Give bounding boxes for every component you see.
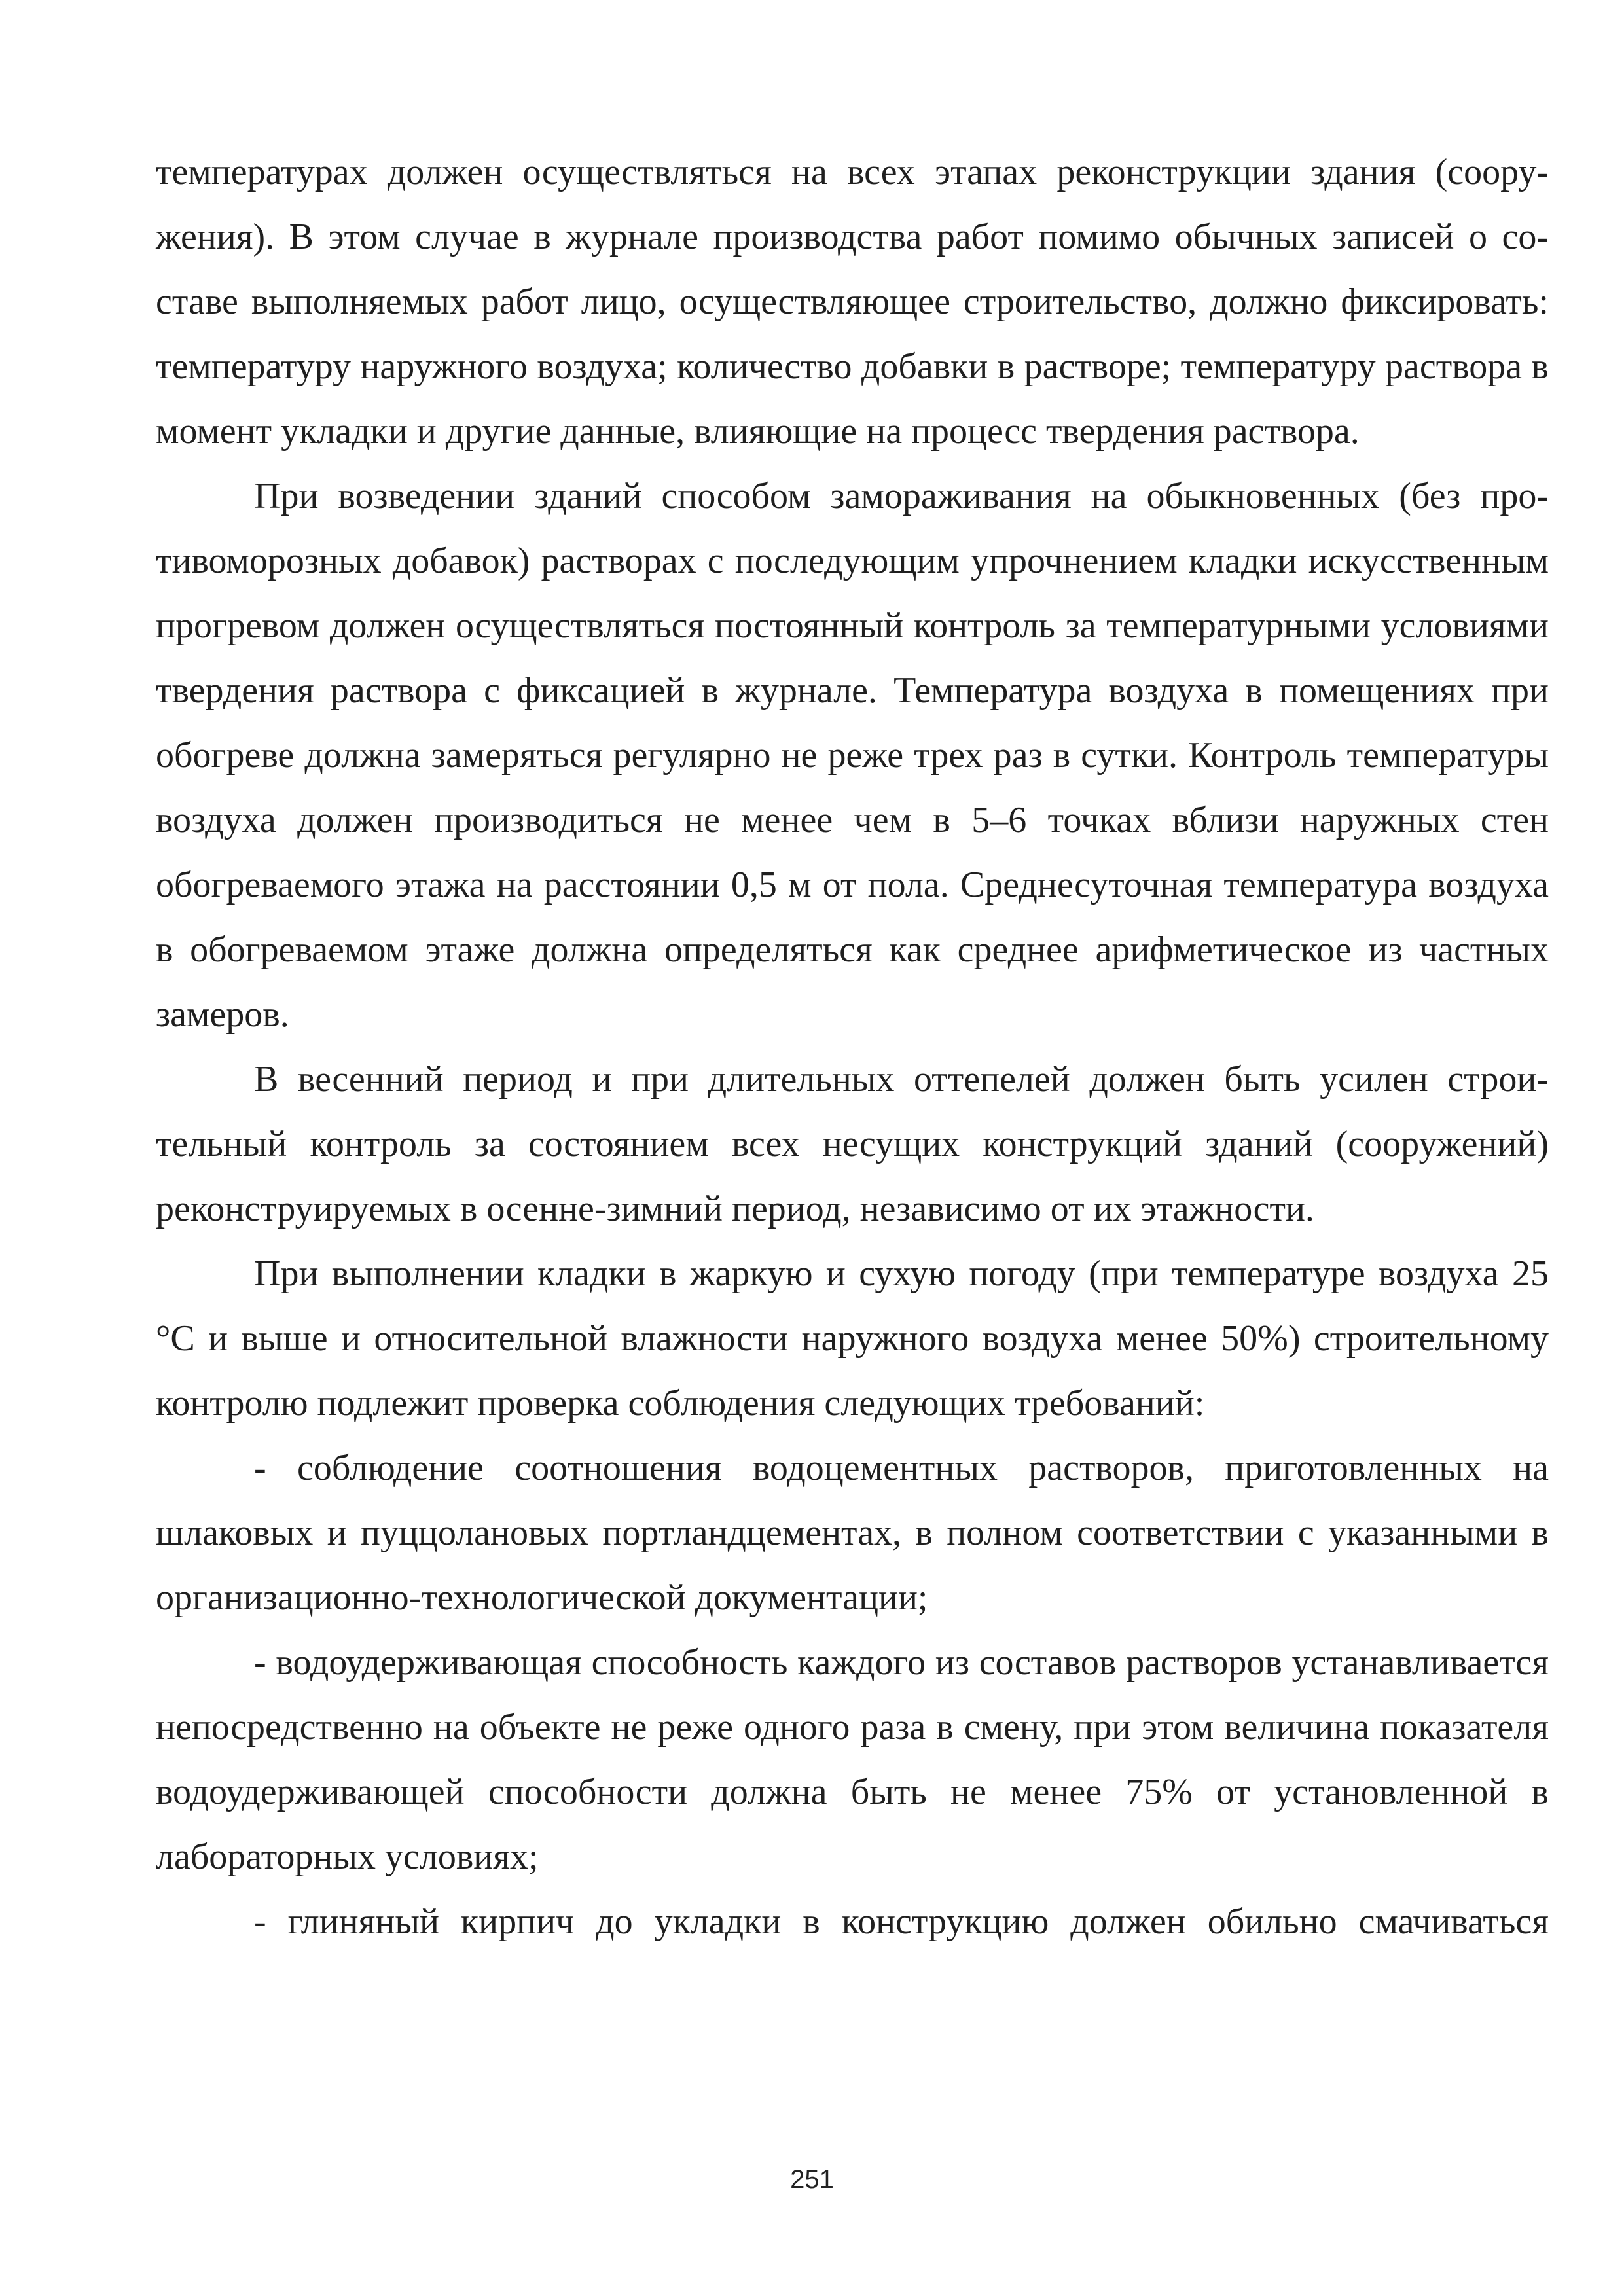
paragraph-continuation: температурах должен осуществляться на всех этапах реконструкции здания (сооружения). В этом случае в журнале производства работ помимо обычных записей о составе выполняемых работ лицо, осуществляющее строительство, должно фиксировать: температуру наружного воздуха; количество добавки в растворе; температуру раствора в момент укладки и другие данные, влияющие на процесс твердения раствора. bbox=[156, 152, 1549, 452]
list-item-ratio: - соблюдение соотношения водоцементных растворов, приготовленных на шлаковых и пуццолановых портландцементах, в полном соответствии с указанными в организационно-технологической документации; bbox=[156, 1448, 1549, 1618]
list-item-water-retention: - водоудерживающая способность каждого из составов растворов устанавливается непосредственно на объекте не реже одного раза в смену, при этом величина показателя водоудерживающей способности должна быть не менее 75% от установленной в лабораторных условиях; bbox=[156, 1642, 1549, 1877]
page-number: 251 bbox=[790, 2165, 834, 2194]
paragraph-spring-period: В весенний период и при длительных оттепелей должен быть усилен строительный контроль за состоянием всех несущих конструкций зданий (сооружений) реконструируемых в осенне-зимний период, независимо от их этажности. bbox=[156, 1059, 1549, 1229]
body-text bbox=[156, 140, 1549, 1954]
paragraph-hot-weather: При выполнении кладки в жаркую и сухую погоду (при температуре воздуха 25 °С и выше и относительной влажности наружного воздуха менее 50%) строительному контролю подлежит проверка соблюдения следующих требований: bbox=[156, 1253, 1549, 1424]
paragraph-freezing-method: При возведении зданий способом замораживания на обыкновенных (без противоморозных добавок) растворах с последующим упрочнением кладки искусственным прогревом должен осуществляться постоянный контроль за температурными условиями твердения раствора с фиксацией в журнале. Температура воздуха в помещениях при обогреве должна замеряться регулярно не реже трех раз в сутки. Контроль температуры воздуха должен производиться не менее чем в 5–6 точках вблизи наружных стен обогреваемого этажа на расстоянии 0,5 м от пола. Среднесуточная температура воздуха в обогреваемом этаже должна определяться как среднее арифметическое из частных замеров. bbox=[156, 476, 1549, 1035]
list-item-clay-brick: - глиняный кирпич до укладки в конструкцию должен обильно смачиваться bbox=[254, 1901, 1549, 1942]
